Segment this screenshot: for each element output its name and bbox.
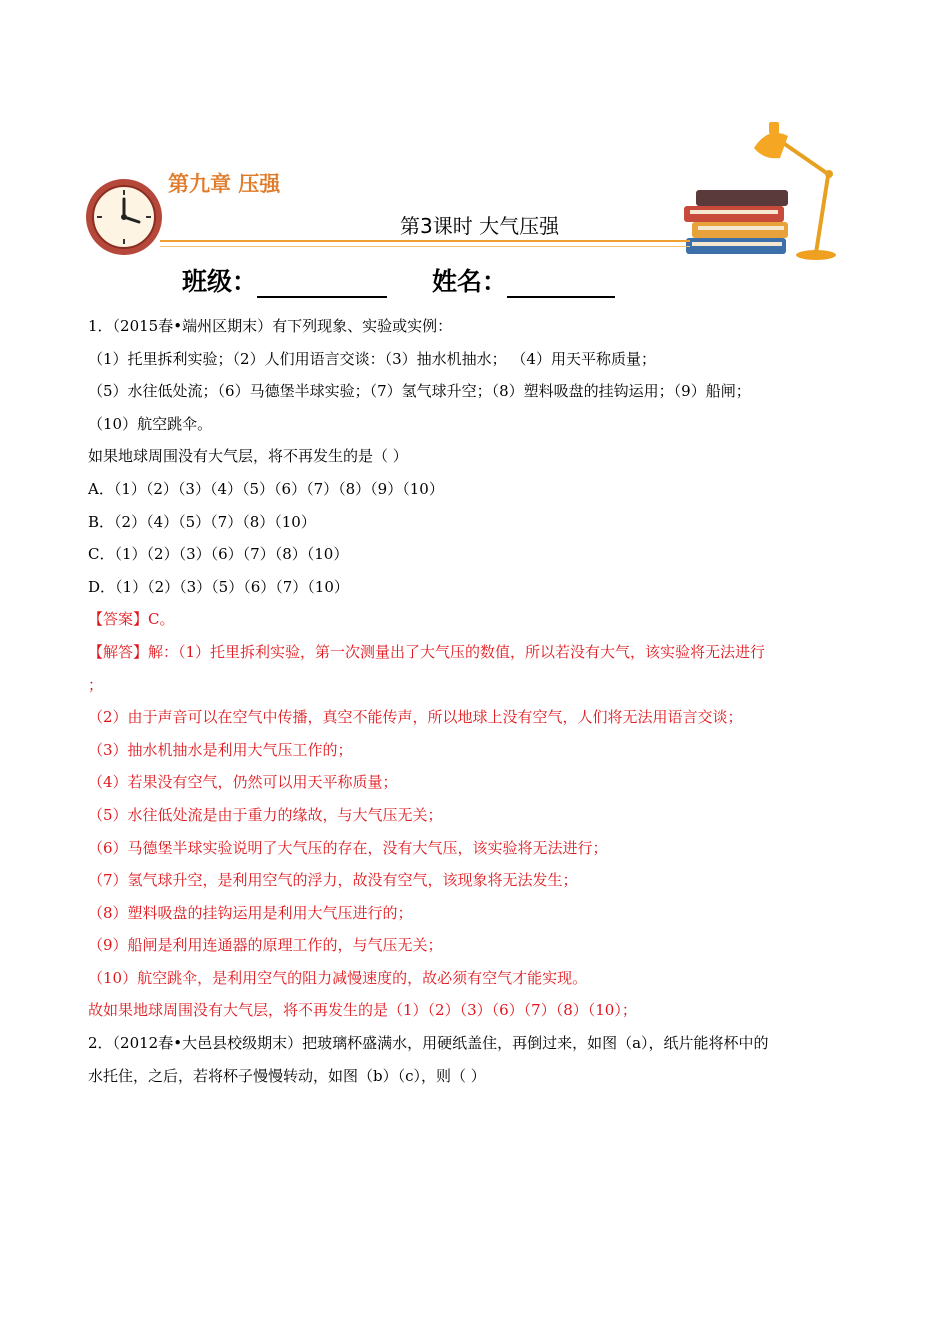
q1-items-line-3: （10）航空跳伞。	[88, 414, 213, 433]
class-field	[182, 262, 387, 298]
desk-lamp-books-icon	[676, 118, 848, 268]
clock-icon	[84, 177, 164, 257]
q1-conclusion: 故如果地球周围没有大气层，将不再发生的是（1）（2）（3）（6）（7）（8）（10）；	[88, 1001, 637, 1020]
q1-analysis-4: （4）若果没有空气，仍然可以用天平称质量；	[88, 773, 398, 792]
q1-option-b: B．（2）（4）（5）（7）（8）（10）	[88, 512, 316, 531]
q1-answer: 【答案】C。	[88, 610, 175, 629]
q1-analysis-1: 【解答】解：（1）托里拆利实验，第一次测量出了大气压的数值，所以若没有大气，该实验将无法进行	[88, 642, 766, 661]
q1-stem: 1．（2015春•端州区期末）有下列现象、实验或实例：	[88, 317, 453, 335]
q1-analysis-5: （5）水往低处流是由于重力的缘故，与大气压无关；	[88, 805, 443, 824]
name-blank[interactable]	[507, 272, 615, 298]
q1-analysis-1-continued: ；	[88, 675, 104, 694]
q1-option-a: A．（1）（2）（3）（4）（5）（6）（7）（8）（9）（10）	[88, 479, 444, 498]
q1-items-line-2: （5）水往低处流；（6）马德堡半球实验；（7）氢气球升空；（8）塑料吸盘的挂钩运用；（9）船闸；	[88, 382, 751, 401]
class-blank[interactable]	[257, 272, 387, 298]
q1-analysis-7: （7）氢气球升空，是利用空气的浮力，故没有空气，该现象将无法发生；	[88, 871, 578, 890]
class-label: 班级：	[182, 267, 258, 296]
q1-option-c: C．（1）（2）（3）（6）（7）（8）（10）	[88, 545, 349, 564]
q1-analysis-10: （10）航空跳伞，是利用空气的阻力减慢速度的，故必须有空气才能实现。	[88, 968, 588, 987]
header-divider	[160, 240, 690, 242]
q1-question: 如果地球周围没有大气层，将不再发生的是（ ）	[88, 447, 408, 466]
q1-option-d: D．（1）（2）（3）（5）（6）（7）（10）	[88, 577, 349, 596]
q1-analysis-8: （8）塑料吸盘的挂钩运用是利用大气压进行的；	[88, 903, 413, 922]
q2-stem-line-1: 2．（2012春•大邑县校级期末）把玻璃杯盛满水，用硬纸盖住，再倒过来，如图（a），纸片能将杯中的	[88, 1034, 769, 1053]
q1-items-line-1: （1）托里拆利实验；（2）人们用语言交谈：（3）抽水机抽水； （4）用天平称质量；	[88, 349, 656, 368]
header-divider-thin	[160, 246, 690, 247]
q1-analysis-3: （3）抽水机抽水是利用大气压工作的；	[88, 740, 353, 759]
q1-analysis-6: （6）马德堡半球实验说明了大气压的存在，没有大气压，该实验将无法进行；	[88, 838, 608, 857]
chapter-title: 第九章 压强	[168, 172, 281, 196]
q1-analysis-2: （2）由于声音可以在空气中传播，真空不能传声，所以地球上没有空气，人们将无法用语言交谈；	[88, 708, 743, 727]
name-label: 姓名：	[432, 267, 508, 296]
lesson-title: 第3课时 大气压强	[400, 214, 560, 238]
document-body	[88, 310, 858, 1092]
q2-stem-line-2: 水托住，之后，若将杯子慢慢转动，如图（b）（c），则（ ）	[88, 1066, 486, 1085]
name-field	[432, 262, 615, 298]
q1-analysis-9: （9）船闸是利用连通器的原理工作的，与气压无关；	[88, 936, 443, 955]
